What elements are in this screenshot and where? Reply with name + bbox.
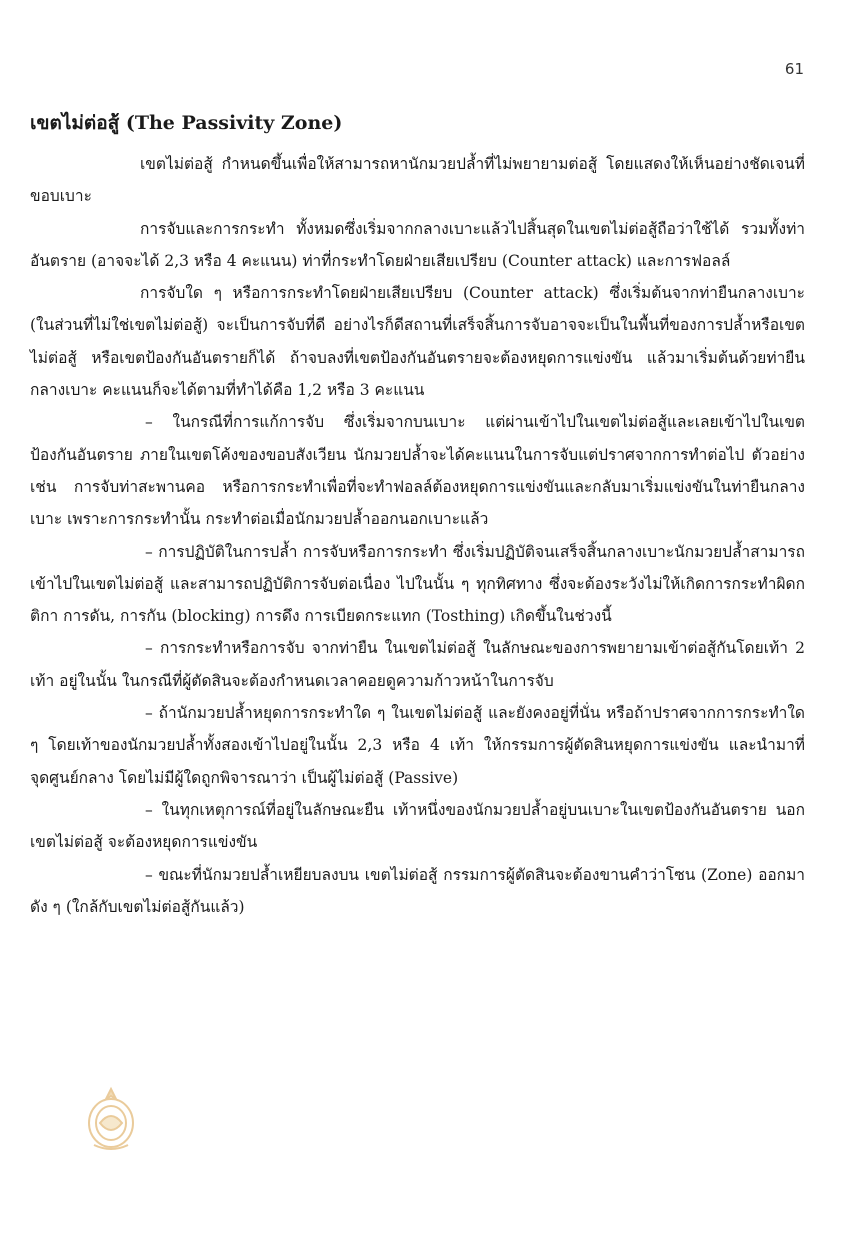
page-number: 61 — [784, 60, 804, 78]
body-text — [30, 148, 805, 923]
bullet-paragraph: – การปฏิบัติในการปล้ำ การจับหรือการกระทำ ซึ่งเริ่มปฏิบัติจนเสร็จสิ้นกลางเบาะนักมวยปล้ำสามารถเข้าไปในเขตไม่ต่อสู้ และสามารถปฏิบัติการจับต่อเนื่อง ไปในนั้น ๆ ทุกทิศทาง ซึ่งจะต้องระวังไม่ให้เกิดการกระทำผิดกติกา การดัน, การกัน (blocking) การดึง การเบียดกระแทก (Tosthing) เกิดขึ้นในช่วงนี้ — [30, 542, 805, 626]
paragraph: การจับใด ๆ หรือการกระทำโดยฝ่ายเสียเปรียบ (Counter attack) ซึ่งเริ่มต้นจากท่ายืนกลางเบาะ (ในส่วนที่ไม่ใช่เขตไม่ต่อสู้) จะเป็นการจับที่ดี อย่างไรก็ดีสถานที่เสร็จสิ้นการจับอาจจะเป็นในพื้นที่ของการปล้ำหรือเขตไม่ต่อสู้ หรือเขตป้องกันอันตรายก็ได้ ถ้าจบลงที่เขตป้องกันอันตรายจะต้องหยุดการแข่งขัน แล้วมาเริ่มต้นด้วยท่ายืนกลางเบาะ คะแนนก็จะได้ตามที่ทำได้คือ 1,2 หรือ 3 คะแนน — [30, 284, 805, 400]
section-heading: เขตไม่ต่อสู้ (The Passivity Zone) — [30, 112, 343, 134]
institution-seal-icon — [80, 1085, 142, 1155]
bullet-paragraph: – ในกรณีที่การแก้การจับ ซึ่งเริ่มจากบนเบาะ แต่ผ่านเข้าไปในเขตไม่ต่อสู้และเลยเข้าไปในเขตป้องกันอันตราย ภายในเขตโค้งของขอบสังเวียน นักมวยปล้ำจะได้คะแนนในการจับแต่ปราศจากการทำต่อไป ตัวอย่างเช่น การจับท่าสะพานคอ หรือการกระทำเพื่อที่จะทำฟอลล์ต้องหยุดการแข่งขันและกลับมาเริ่มแข่งขันในท่ายืนกลางเบาะ เพราะการกระทำนั้น กระทำต่อเมื่อนักมวยปล้ำออกนอกเบาะแล้ว — [30, 413, 805, 529]
bullet-paragraph: – ถ้านักมวยปล้ำหยุดการกระทำใด ๆ ในเขตไม่ต่อสู้ และยังคงอยู่ที่นั่น หรือถ้าปราศจากการกระทำใด ๆ โดยเท้าของนักมวยปล้ำทั้งสองเข้าไปอยู่ในนั้น 2,3 หรือ 4 เท้า ให้กรรมการผู้ตัดสินหยุดการแข่งขัน และนำมาที่จุดศูนย์กลาง โดยไม่มีผู้ใดถูกพิจารณาว่า เป็นผู้ไม่ต่อสู้ (Passive) — [30, 704, 805, 787]
paragraph: การจับและการกระทำ ทั้งหมดซึ่งเริ่มจากกลางเบาะแล้วไปสิ้นสุดในเขตไม่ต่อสู้ถือว่าใช้ได้ รวมทั้งท่าอันตราย (อาจจะได้ 2,3 หรือ 4 คะแนน) ท่าที่กระทำโดยฝ่ายเสียเปรียบ (Counter attack) และการฟอลล์ — [30, 219, 805, 270]
paragraph: เขตไม่ต่อสู้ กำหนดขึ้นเพื่อให้สามารถหานักมวยปล้ำที่ไม่พยายามต่อสู้ โดยแสดงให้เห็นอย่างชัดเจนที่ขอบเบาะ — [30, 155, 805, 206]
bullet-paragraph: – ในทุกเหตุการณ์ที่อยู่ในลักษณะยืน เท้าหนึ่งของนักมวยปล้ำอยู่บนเบาะในเขตป้องกันอันตราย นอกเขตไม่ต่อสู้ จะต้องหยุดการแข่งขัน — [30, 800, 805, 852]
bullet-paragraph: – ขณะที่นักมวยปล้ำเหยียบลงบน เขตไม่ต่อสู้ กรรมการผู้ตัดสินจะต้องขานคำว่าโซน (Zone) ออกมาดัง ๆ (ใกล้กับเขตไม่ต่อสู้กันแล้ว) — [30, 865, 805, 916]
bullet-paragraph: – การกระทำหรือการจับ จากท่ายืน ในเขตไม่ต่อสู้ ในลักษณะของการพยายามเข้าต่อสู้กันโดยเท้า 2 เท้า อยู่ในนั้น ในกรณีที่ผู้ตัดสินจะต้องกำหนดเวลาคอยดูความก้าวหน้าในการจับ — [30, 639, 805, 690]
